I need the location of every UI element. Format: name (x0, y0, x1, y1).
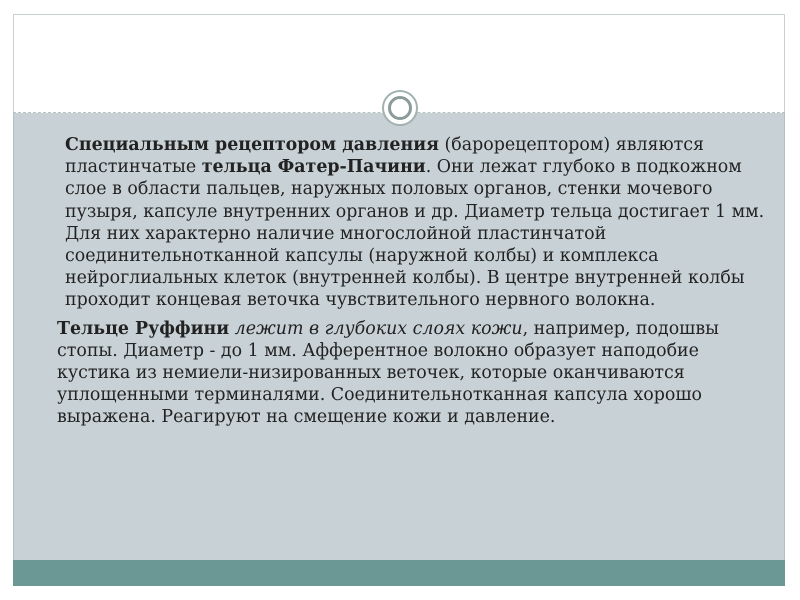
paragraph1-text-2: . Они лежат глубоко в подкожном слое в области пальцев, наружных половых органов, стенки мочевого пузыря, капсуле внутренних органов и др. Диаметр тельца достигает 1 мм. Для них характерно наличие многослойной пластинчатой соединительнотканной капсулы (наружной колбы) и комплекса нейроглиальных клеток (внутренней колбы). В центре внутренней колбы проходит концевая веточка чувствительного нервного волокна. (65, 157, 765, 311)
term-ruffini-corpuscle: Тельце Руффини (57, 318, 230, 339)
paragraph2-text: , например, подошвы стопы. Диаметр - до 1 мм. Афферентное волокно образует наподобие кустика из немиели-низированных веточек, которые оканчиваются уплощенными терминалями. Соединительнотканная капсула хорошо выражена. Реагируют на смещение кожи и давление. (57, 318, 719, 428)
circle-ornament-icon (382, 90, 418, 126)
slide-body-text (35, 134, 765, 435)
paragraph-pacini (35, 134, 765, 312)
footer-bar (13, 560, 785, 586)
paragraph1-text-1: (барорецептором) являются пластинчатые (65, 135, 704, 178)
term-pacini-corpuscles: тельца Фатер-Пачини (201, 157, 426, 178)
paragraph-ruffini (35, 318, 765, 429)
paragraph2-italic-text: лежит в глубоких слоях кожи (229, 318, 523, 339)
term-pressure-receptor: Специальным рецептором давления (65, 135, 439, 155)
